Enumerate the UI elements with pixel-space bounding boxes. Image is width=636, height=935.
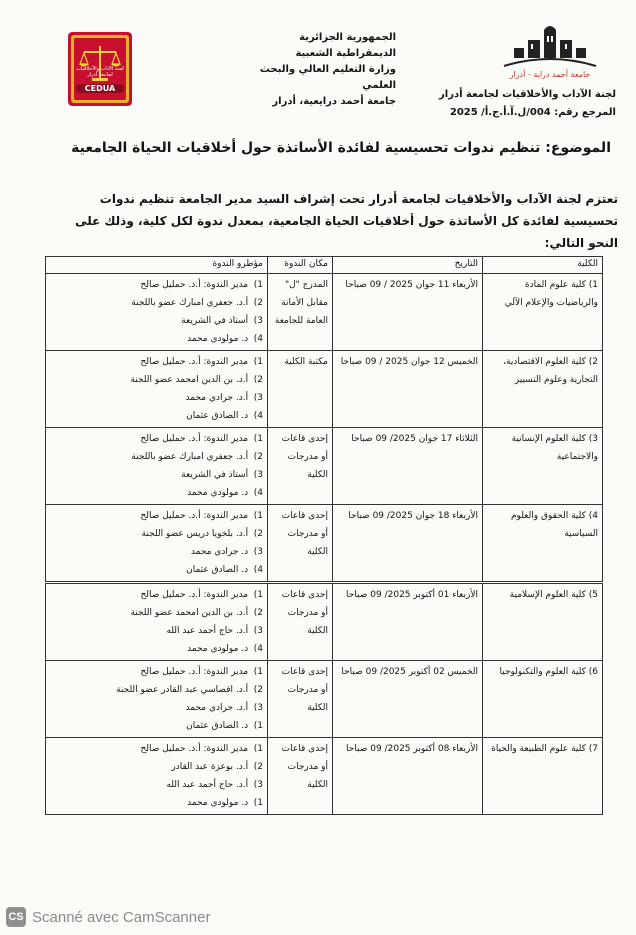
place-cell: إحدى قاعات أو مدرجات الكلية [268, 661, 333, 738]
supervisor-item [50, 407, 263, 425]
date-cell: الثلاثاء 17 جوان 2025/ 09 صباحا [333, 428, 483, 505]
republic-name: الجمهورية الجزائرية الديمقراطية الشعبية [295, 32, 396, 59]
item-number: 1) [253, 280, 263, 290]
header-faculty: الكلية [483, 257, 603, 274]
supervisor-item [50, 622, 263, 640]
faculty-cell: 1) كلية علوم المادة والرياضيات والإعلام الآلي [483, 274, 603, 351]
camscanner-watermark [6, 907, 210, 927]
item-number: 4) [253, 565, 263, 575]
table-row [46, 505, 603, 583]
supervisor-name: أ.د. بن الدين امحمد عضو اللجنة [130, 375, 249, 385]
date-cell: الأربعاء 11 جوان 2025 / 09 صباحا [333, 274, 483, 351]
place-cell: إحدى قاعات أو مدرجات الكلية [268, 738, 333, 815]
faculty-cell: 5) كلية العلوم الإسلامية [483, 583, 603, 661]
supervisor-name: د. مولودي محمد [187, 488, 249, 498]
item-number: 3) [253, 316, 263, 326]
supervisor-item [50, 371, 263, 389]
table-row [46, 351, 603, 428]
item-number: 1) [253, 721, 263, 731]
seminar-schedule-table [45, 256, 603, 815]
supervisor-item [50, 543, 263, 561]
date-cell: الأربعاء 18 جوان 2025/ 09 صباحا [333, 505, 483, 583]
supervisors-cell [46, 661, 268, 738]
supervisor-name: د. الصادق عثمان [186, 411, 249, 421]
faculty-cell: 4) كلية الحقوق والعلوم السياسية [483, 505, 603, 583]
date-cell: الخميس 12 جوان 2025 / 09 صباحا [333, 351, 483, 428]
place-cell: إحدى قاعات أو مدرجات الكلية [268, 428, 333, 505]
cedua-acronym: CEDUA [76, 84, 124, 93]
item-number: 1) [253, 744, 263, 754]
header-place: مكان الندوة [268, 257, 333, 274]
item-number: 4) [253, 411, 263, 421]
camscanner-icon: CS [6, 907, 26, 927]
supervisors-cell [46, 351, 268, 428]
faculty-cell: 6) كلية العلوم والتكنولوجيا [483, 661, 603, 738]
supervisor-name: أ.د. جرادي محمد [185, 393, 249, 403]
university-logo [500, 22, 600, 84]
item-number: 2) [253, 608, 263, 618]
supervisor-name: أ.د. بلخويا دريس عضو اللجنة [141, 529, 249, 539]
supervisor-item [50, 507, 263, 525]
supervisor-item [50, 586, 263, 604]
supervisor-item [50, 776, 263, 794]
supervisors-cell [46, 505, 268, 583]
item-number: 3) [253, 393, 263, 403]
item-number: 2) [253, 685, 263, 695]
header-date: التاريخ [333, 257, 483, 274]
supervisor-item [50, 353, 263, 371]
table-header-row [46, 257, 603, 274]
item-number: 1) [253, 357, 263, 367]
supervisor-name: أ.د. بوعزة عبد القادر [171, 762, 249, 772]
table-row [46, 274, 603, 351]
date-cell: الأربعاء 01 أكتوبر 2025/ 09 صباحا [333, 583, 483, 661]
table-row [46, 661, 603, 738]
supervisor-item [50, 604, 263, 622]
place-cell: مكتبة الكلية [268, 351, 333, 428]
item-number: 3) [253, 703, 263, 713]
committee-block [376, 86, 616, 122]
supervisor-name: أستاذ في الشريعة [181, 316, 249, 326]
supervisor-name: أستاذ في الشريعة [181, 470, 249, 480]
item-number: 2) [253, 452, 263, 462]
supervisor-item [50, 640, 263, 658]
supervisor-name: مدير الندوة: أ.د. حمليل صالح [140, 434, 249, 444]
table-row [46, 738, 603, 815]
supervisor-item [50, 794, 263, 812]
supervisor-item [50, 466, 263, 484]
supervisor-item [50, 740, 263, 758]
item-number: 1) [253, 798, 263, 808]
item-number: 4) [253, 334, 263, 344]
intro-paragraph: تعتزم لجنة الآداب والأخلاقيات لجامعة أدرار تحت إشراف السيد مدير الجامعة تنظيم ندوات تحسيسية لفائدة كل الأساتذة حول أخلاقيات الحياة الجامعية، بمعدل ندوة لكل كلية، وذلك على النحو التالي: [75, 192, 618, 250]
supervisor-item [50, 276, 263, 294]
university-logo-name: جامعة أحمد دراية - أدرار [509, 70, 591, 79]
item-number: 1) [253, 590, 263, 600]
official-header [236, 30, 396, 110]
place-cell: إحدى قاعات أو مدرجات الكلية [268, 583, 333, 661]
supervisor-name: أ.د. حاج أحمد عبد الله [166, 780, 249, 790]
supervisor-name: مدير الندوة: أ.د. حمليل صالح [140, 744, 249, 754]
supervisors-cell [46, 738, 268, 815]
supervisor-name: أ.د. جعفري امبارك عضو باللجنة [131, 452, 249, 462]
supervisors-cell [46, 428, 268, 505]
supervisor-item [50, 448, 263, 466]
supervisor-name: أ.د. بن الدين امحمد عضو اللجنة [130, 608, 249, 618]
supervisor-name: أ.د. حاج أحمد عبد الله [166, 626, 249, 636]
supervisor-item [50, 330, 263, 348]
faculty-cell: 2) كلية العلوم الاقتصادية، التجارية وعلوم التسيير [483, 351, 603, 428]
date-cell: الأربعاء 08 أكتوبر 2025/ 09 صباحا [333, 738, 483, 815]
place-cell: المدرج "ل" مقابل الأمانة العامة للجامعة [268, 274, 333, 351]
cedua-logo [68, 32, 132, 106]
supervisor-name: مدير الندوة: أ.د. حمليل صالح [140, 280, 249, 290]
item-number: 3) [253, 470, 263, 480]
supervisor-item [50, 561, 263, 579]
supervisors-cell [46, 583, 268, 661]
supervisor-item [50, 717, 263, 735]
supervisor-item [50, 484, 263, 502]
committee-name: لجنة الآداب والأخلاقيات لجامعة أدرار [439, 89, 616, 100]
item-number: 2) [253, 762, 263, 772]
faculty-cell: 3) كلية العلوم الإنسانية والاجتماعية [483, 428, 603, 505]
item-number: 1) [253, 434, 263, 444]
supervisor-name: أ.د. جعفري امبارك عضو باللجنة [131, 298, 249, 308]
supervisor-item [50, 699, 263, 717]
supervisor-name: أ.د. اقصاسي عبد القادر عضو اللجنة [116, 685, 249, 695]
supervisor-name: د. الصادق عثمان [186, 721, 249, 731]
subject-line: الموضوع: تنظيم ندوات تحسيسية لفائدة الأساتذة حول أخلاقيات الحياة الجامعية [71, 140, 611, 156]
header-supervisors: مؤطرو الندوة [46, 257, 268, 274]
item-number: 3) [253, 547, 263, 557]
supervisor-name: مدير الندوة: أ.د. حمليل صالح [140, 511, 249, 521]
ministry-name: وزارة التعليم العالي والبحث العلمي [259, 64, 396, 91]
item-number: 2) [253, 529, 263, 539]
supervisors-cell [46, 274, 268, 351]
supervisor-name: مدير الندوة: أ.د. حمليل صالح [140, 590, 249, 600]
place-cell: إحدى قاعات أو مدرجات الكلية [268, 505, 333, 583]
camscanner-text: Scanné avec CamScanner [32, 908, 211, 926]
supervisor-name: د. مولودي محمد [187, 798, 249, 808]
table-row [46, 583, 603, 661]
supervisor-name: د. مولودي محمد [187, 334, 249, 344]
supervisor-name: د. جرادي محمد [190, 547, 249, 557]
supervisor-item [50, 663, 263, 681]
supervisor-name: أ.د. جرادي محمد [185, 703, 249, 713]
supervisor-item [50, 312, 263, 330]
item-number: 1) [253, 511, 263, 521]
item-number: 2) [253, 298, 263, 308]
item-number: 3) [253, 626, 263, 636]
supervisor-item [50, 294, 263, 312]
reference-number: المرجع رقم: 004/ل.آ.أ.ج.أ/ 2025 [449, 107, 616, 118]
table-row [46, 428, 603, 505]
supervisor-item [50, 525, 263, 543]
item-number: 4) [253, 488, 263, 498]
supervisor-name: د. الصادق عثمان [186, 565, 249, 575]
university-name: جامعة أحمد درايعية، أدرار [272, 96, 396, 107]
cedua-logo-text: لجنة الآداب والأخلاقيات لجامعة أدرار [76, 66, 124, 78]
item-number: 4) [253, 644, 263, 654]
supervisor-name: د. مولودي محمد [187, 644, 249, 654]
item-number: 2) [253, 375, 263, 385]
faculty-cell: 7) كلية علوم الطبيعة والحياة [483, 738, 603, 815]
item-number: 3) [253, 780, 263, 790]
supervisor-item [50, 430, 263, 448]
date-cell: الخميس 02 أكتوبر 2025/ 09 صباحا [333, 661, 483, 738]
supervisor-item [50, 681, 263, 699]
supervisor-item [50, 389, 263, 407]
supervisor-item [50, 758, 263, 776]
supervisor-name: مدير الندوة: أ.د. حمليل صالح [140, 357, 249, 367]
supervisor-name: مدير الندوة: أ.د. حمليل صالح [140, 667, 249, 677]
item-number: 1) [253, 667, 263, 677]
